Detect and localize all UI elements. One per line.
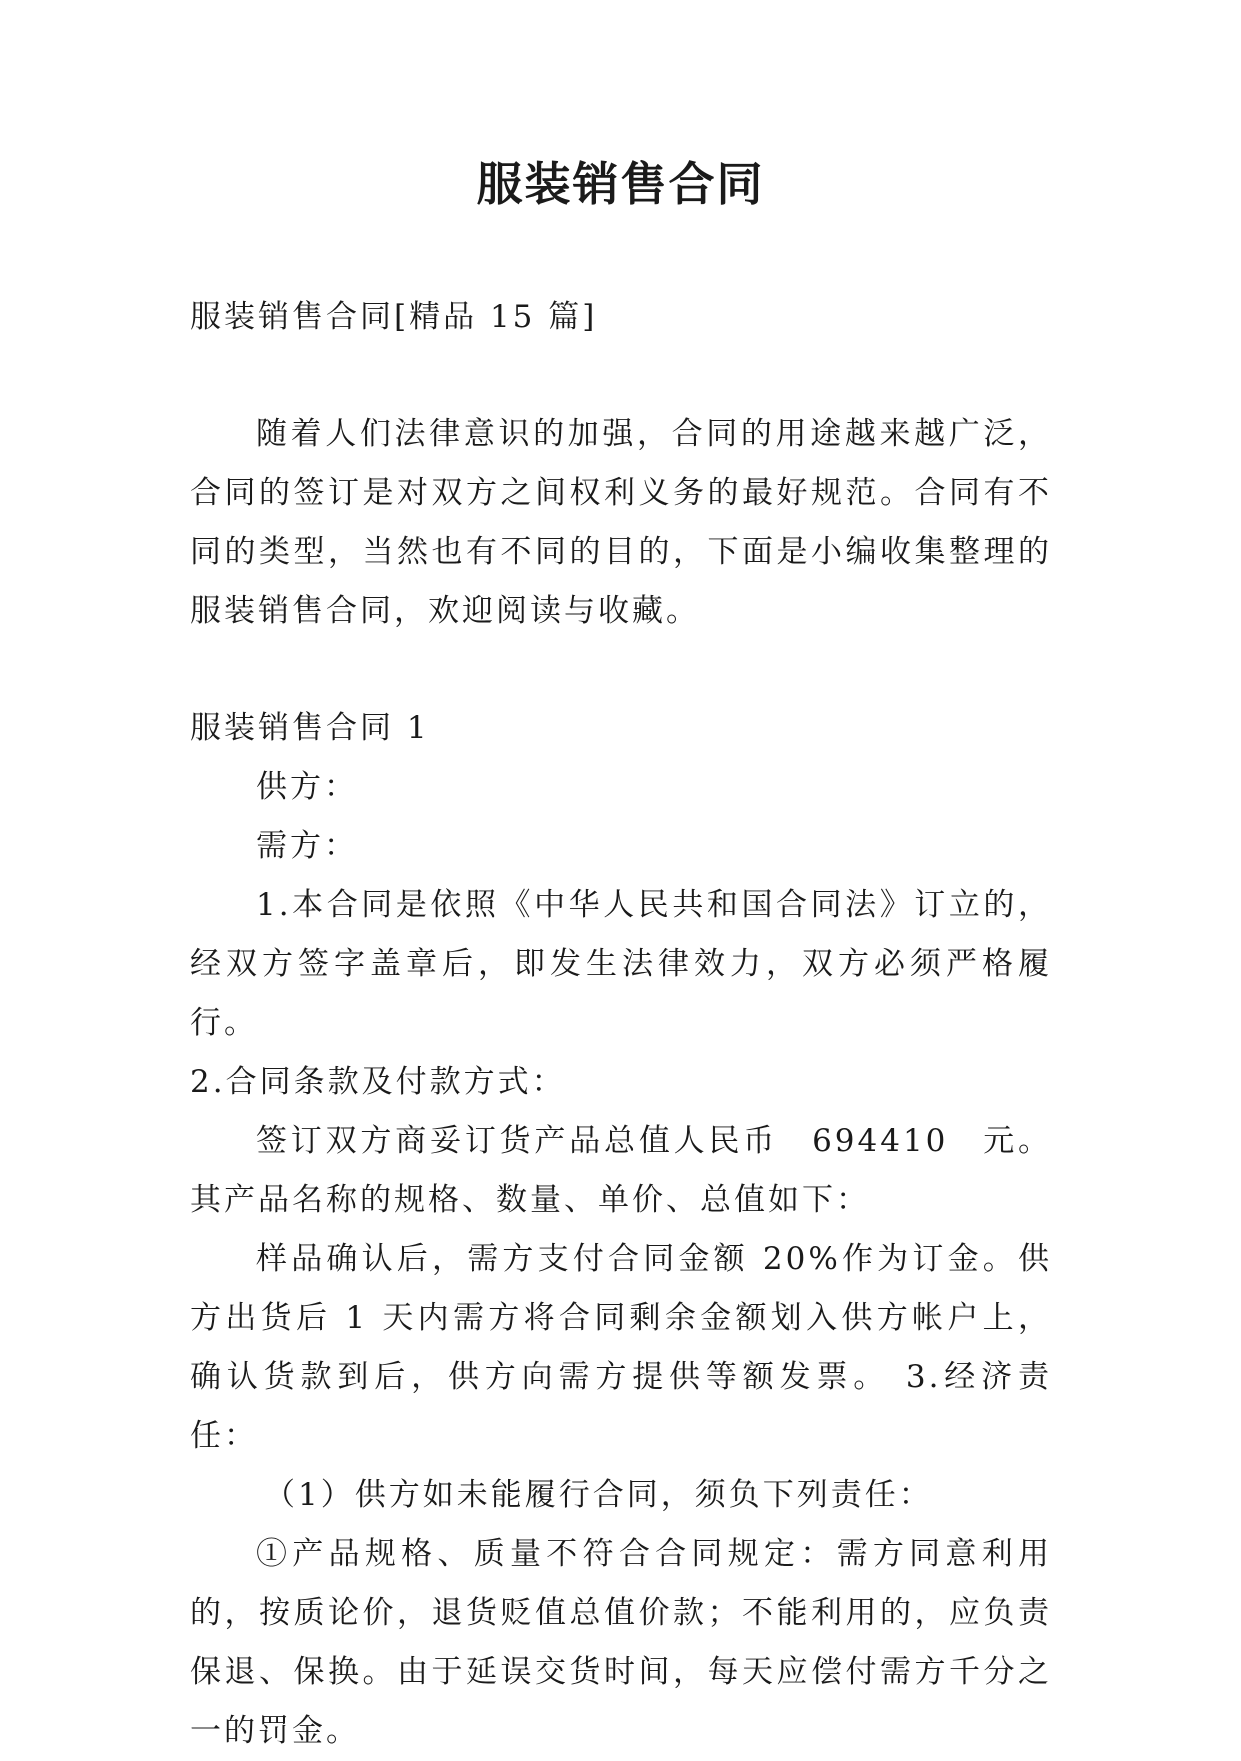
contract-amount: 694410 bbox=[812, 1123, 949, 1159]
spacer bbox=[190, 641, 1052, 699]
amount-paragraph bbox=[190, 1112, 1052, 1230]
document-subtitle: 服装销售合同[精品 15 篇] bbox=[190, 299, 598, 335]
liability-1: （1）供方如未能履行合同，须负下列责任： bbox=[264, 1477, 933, 1513]
buyer-label: 需方： bbox=[256, 828, 358, 864]
spacer bbox=[190, 347, 1052, 405]
document-body bbox=[190, 288, 1052, 1761]
liability-1-a: ①产品规格、质量不符合合同规定：需方同意利用的，按质论价，退货贬值总值价款；不能利用的，应负责保退、保换。由于延误交货时间，每天应偿付需方千分之一的罚金。 bbox=[190, 1536, 1052, 1749]
amount-text-before: 签订双方商妥订货产品总值人民币 bbox=[256, 1123, 779, 1159]
clause-2: 2.合同条款及付款方式： bbox=[190, 1064, 566, 1100]
clause-1: 1.本合同是依照《中华人民共和国合同法》订立的，经双方签字盖章后，即发生法律效力，双方必须严格履行。 bbox=[190, 887, 1052, 1041]
supplier-label: 供方： bbox=[256, 769, 358, 805]
amount-text-after: 元。其产品名称的规格、数量、单价、总值如下： bbox=[190, 1123, 1053, 1218]
intro-paragraph: 随着人们法律意识的加强，合同的用途越来越广泛，合同的签订是对双方之间权利义务的最好规范。合同有不同的类型，当然也有不同的目的，下面是小编收集整理的服装销售合同，欢迎阅读与收藏。 bbox=[190, 416, 1052, 629]
section-heading: 服装销售合同 1 bbox=[190, 710, 430, 746]
document-title: 服装销售合同 bbox=[476, 157, 765, 211]
payment-paragraph: 样品确认后，需方支付合同金额 20%作为订金。供方出货后 1 天内需方将合同剩余金额划入供方帐户上，确认货款到后，供方向需方提供等额发票。 3.经济责任： bbox=[190, 1241, 1052, 1454]
